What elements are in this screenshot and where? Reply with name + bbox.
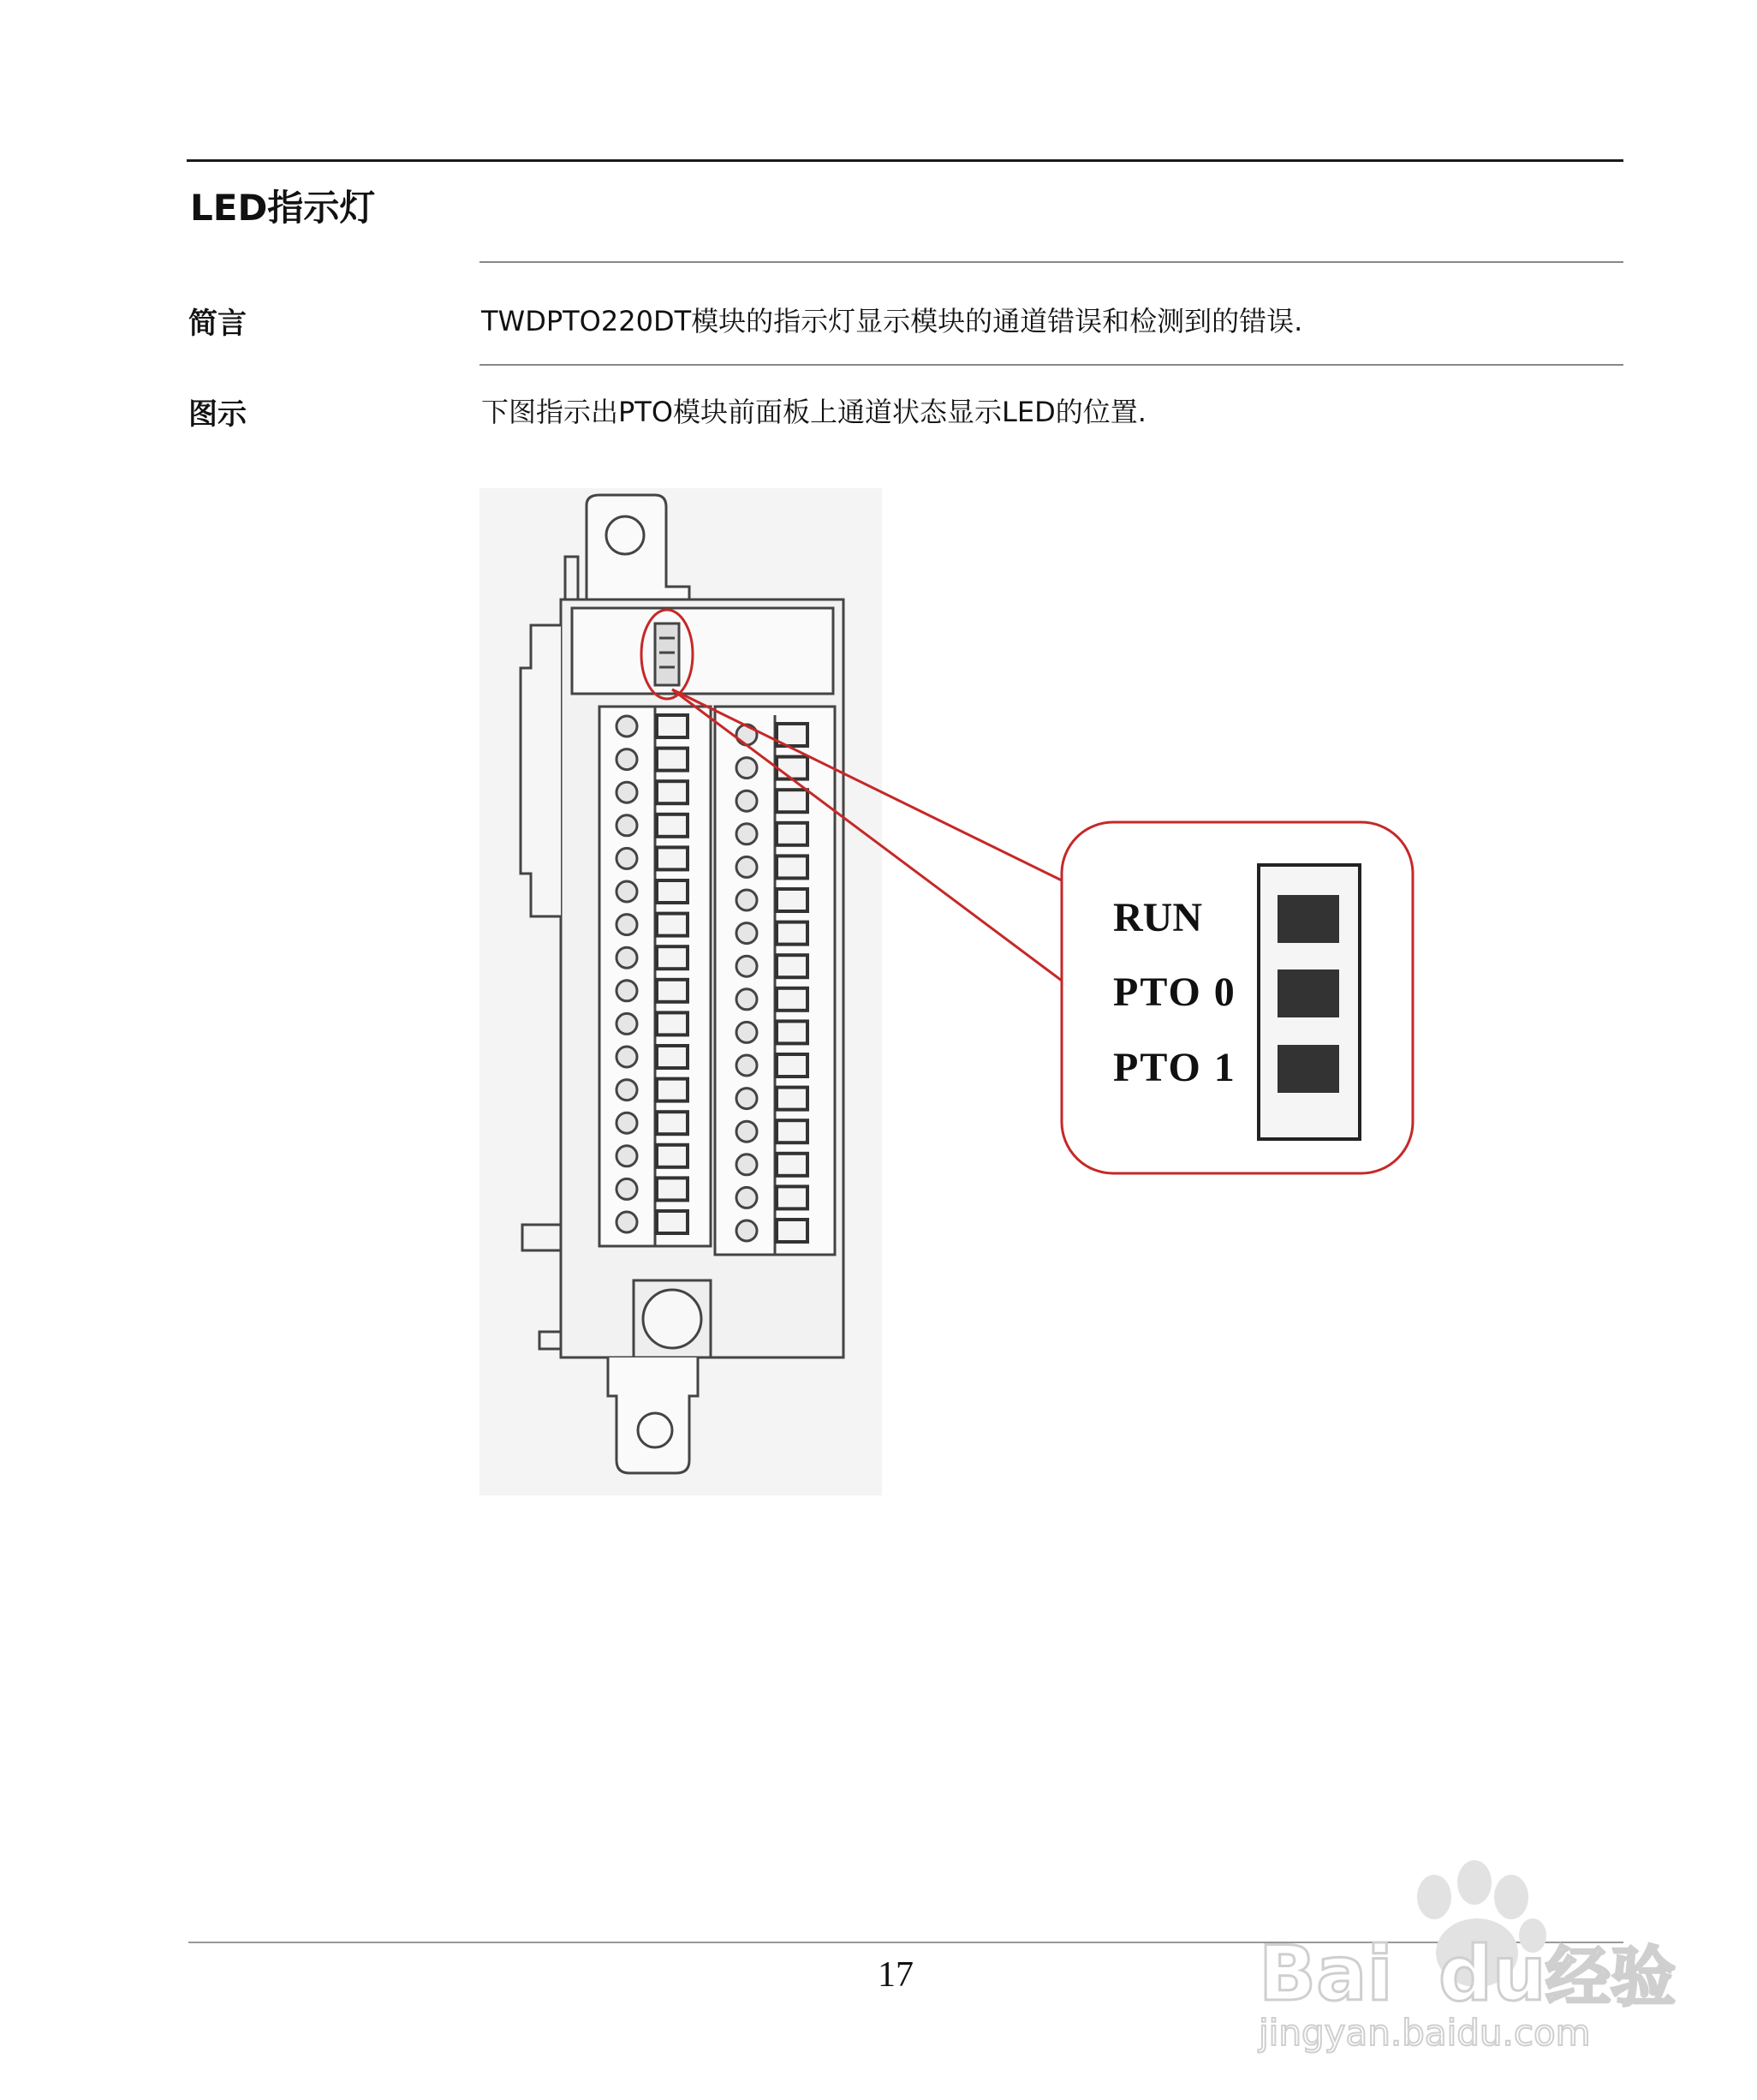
terminal-clamp <box>657 814 688 837</box>
terminal-clamp <box>777 955 807 977</box>
module-figure <box>479 488 1421 1495</box>
terminal-clamp <box>777 790 807 812</box>
terminal-screw <box>616 1212 637 1232</box>
terminal-screw <box>736 790 757 811</box>
terminal-clamp <box>657 880 688 903</box>
terminal-clamp <box>777 856 807 878</box>
watermark-brand-cn: 经验 <box>1546 1939 1676 2015</box>
terminal-clamp <box>777 889 807 911</box>
terminal-screw <box>736 956 757 976</box>
led-label-run: RUN <box>1113 895 1202 940</box>
led-label-pto-1: PTO 1 <box>1113 1045 1236 1090</box>
terminal-clamp <box>777 922 807 945</box>
terminal-screw <box>736 856 757 877</box>
terminal-screw <box>736 758 757 779</box>
terminal-clamp <box>777 1120 807 1142</box>
row-text-intro: TWDPTO220DT模块的指示灯显示模块的通道错误和检测到的错误. <box>481 305 1303 337</box>
baidu-watermark <box>1250 1850 1695 2055</box>
terminal-clamp <box>657 781 688 803</box>
watermark-brand-left: Bai <box>1259 1930 1393 2018</box>
terminal-clamp <box>657 715 688 737</box>
terminal-screw <box>736 1154 757 1175</box>
led-pto-1 <box>1278 1045 1339 1093</box>
terminal-clamp <box>777 757 807 779</box>
terminal-screw <box>616 1047 637 1067</box>
terminal-clamp <box>657 1079 688 1101</box>
terminal-clamp <box>657 1046 688 1068</box>
terminal-screw <box>616 981 637 1001</box>
terminal-screw <box>616 782 637 802</box>
terminal-screw <box>736 1187 757 1208</box>
page-number: 17 <box>878 1955 914 1995</box>
terminal-screw <box>736 989 757 1010</box>
terminal-clamp <box>657 914 688 936</box>
terminal-clamp <box>777 1220 807 1242</box>
row-text-figure: 下图指示出PTO模块前面板上通道状态显示LED的位置. <box>481 396 1147 428</box>
terminal-clamp <box>777 1186 807 1208</box>
terminal-screw <box>616 915 637 935</box>
watermark-brand-right: du <box>1438 1930 1546 2018</box>
led-slot <box>655 623 679 685</box>
led-run <box>1278 895 1339 943</box>
terminal-screw <box>736 725 757 745</box>
terminal-screw <box>736 824 757 844</box>
terminal-clamp <box>777 1088 807 1110</box>
led-pto-0 <box>1278 969 1339 1017</box>
terminal-screw <box>616 947 637 968</box>
terminal-clamp <box>657 1178 688 1200</box>
terminal-screw <box>616 1080 637 1101</box>
terminal-screw <box>736 1121 757 1142</box>
terminal-screw <box>736 1022 757 1042</box>
terminal-screw <box>616 815 637 836</box>
terminal-clamp <box>657 1112 688 1134</box>
terminal-screw <box>616 749 637 770</box>
terminal-clamp <box>777 988 807 1011</box>
terminal-screw <box>616 1146 637 1166</box>
terminal-screw <box>736 1089 757 1109</box>
terminal-clamp <box>777 1054 807 1077</box>
terminal-screw <box>736 1220 757 1241</box>
row-label-figure: 图示 <box>188 397 247 432</box>
terminal-clamp <box>777 1154 807 1176</box>
terminal-clamp <box>657 946 688 969</box>
terminal-clamp <box>657 749 688 771</box>
terminal-screw <box>616 1013 637 1034</box>
terminal-screw <box>736 1055 757 1076</box>
row-divider <box>479 261 1623 263</box>
terminal-clamp <box>657 1211 688 1233</box>
row-label-intro: 简言 <box>188 307 247 341</box>
watermark-url: jingyan.baidu.com <box>1259 2012 1591 2054</box>
terminal-screw <box>736 890 757 910</box>
terminal-clamp <box>777 1021 807 1043</box>
terminal-screw <box>616 1113 637 1133</box>
terminal-clamp <box>657 847 688 869</box>
led-label-pto-0: PTO 0 <box>1113 969 1236 1015</box>
terminal-screw <box>736 923 757 944</box>
terminal-clamp <box>657 1012 688 1035</box>
top-rule <box>187 159 1623 162</box>
terminal-screw <box>616 848 637 868</box>
terminal-screw <box>616 881 637 902</box>
terminal-clamp <box>657 980 688 1002</box>
terminal-screw <box>616 716 637 737</box>
terminal-clamp <box>657 1145 688 1167</box>
terminal-screw <box>616 1178 637 1199</box>
terminal-clamp <box>777 823 807 845</box>
section-title: LED指示灯 <box>190 187 376 229</box>
row-divider <box>479 364 1623 366</box>
